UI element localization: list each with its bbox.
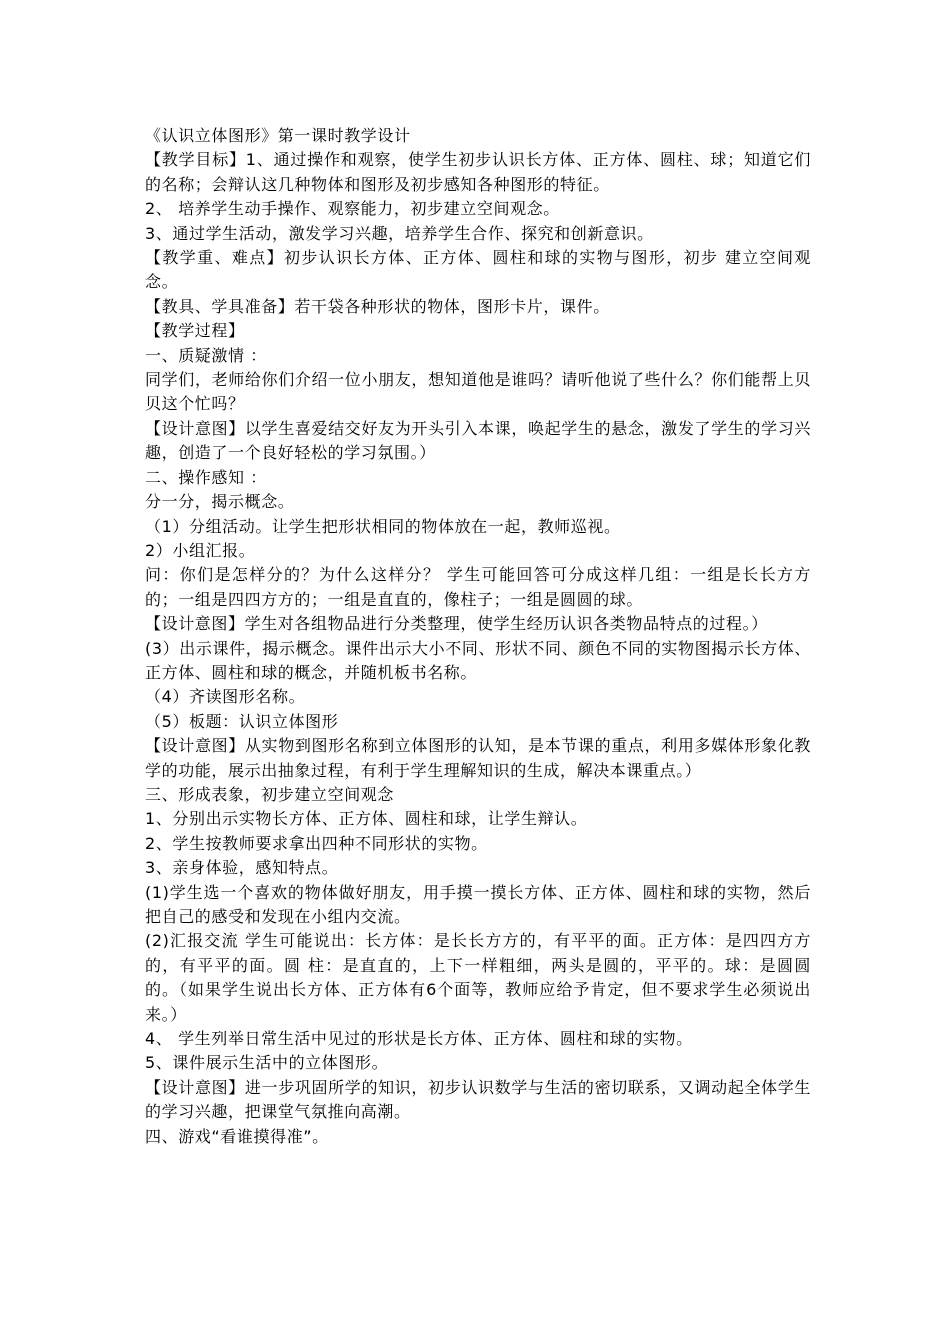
paragraph-item-4: 4、 学生列举日常生活中见过的形状是长方体、正方体、圆柱和球的实物。	[145, 1029, 693, 1049]
paragraph-item-1: 1、分别出示实物长方体、正方体、圆柱和球，让学生辩认。	[145, 809, 588, 829]
paragraph-item-5: 5、课件展示生活中的立体图形。	[145, 1053, 389, 1073]
paragraph-design-intent-1: 【设计意图】以学生喜爱结交好友为开头引入本课，唤起学生的悬念，激发了学生的学习兴趣，创造了一个良好轻松的学习氛围。）	[145, 418, 811, 463]
heading-section-3: 三、形成表象，初步建立空间观念	[145, 784, 395, 804]
paragraph-step-1: （1）分组活动。让学生把形状相同的物体放在一起，教师巡视。	[145, 516, 621, 536]
paragraph-step-3: (3）出示课件，揭示概念。课件出示大小不同、形状不同、颜色不同的实物图揭示长方体、正方体、圆柱和球的概念，并随机板书名称。	[145, 638, 811, 682]
document-body	[145, 124, 811, 1149]
paragraph-teaching-goals: 【教学目标】1、通过操作和观察，使学生初步认识长方体、正方体、圆柱、球；知道它们的名称；会辩认这几种物体和图形及初步感知各种图形的特征。	[145, 150, 811, 194]
paragraph-design-intent-4: 【设计意图】进一步巩固所学的知识，初步认识数学与生活的密切联系，又调动起全体学生的学习兴趣，把课堂气氛推向高潮。	[145, 1077, 811, 1122]
heading-section-4: 四、游戏“看谁摸得准”。	[145, 1126, 329, 1146]
paragraph-design-intent-3: 【设计意图】从实物到图形名称到立体图形的认知，是本节课的重点，利用多媒体形象化教学的功能，展示出抽象过程，有利于学生理解知识的生成，解决本课重点。）	[145, 736, 811, 780]
paragraph-step-2: 2）小组汇报。	[145, 540, 256, 560]
paragraph-intro: 同学们，老师给你们介绍一位小朋友，想知道他是谁吗？请听他说了些什么？你们能帮上贝贝这个忙吗？	[145, 370, 811, 414]
paragraph-sub-2: (2)汇报交流 学生可能说出：长方体：是长长方方的，有平平的面。正方体：是四四方方的，有平平的面。圆 柱：是直直的，上下一样粗细，两头是圆的，平平的。球：是圆圆的。（如果学生说出长方体、正方体有6个面等，教师应给予肯定，但不要求学生必须说出来。）	[145, 931, 811, 1024]
heading-section-1: 一、质疑激情 ：	[145, 345, 267, 365]
paragraph-sub-1: (1)学生选一个喜欢的物体做好朋友，用手摸一摸长方体、正方体、圆柱和球的实物，然后把自己的感受和发现在小组内交流。	[145, 882, 811, 926]
paragraph-goal-3: 3、通过学生活动，激发学习兴趣，培养学生合作、探究和创新意识。	[145, 223, 654, 243]
paragraph-design-intent-2: 【设计意图】学生对各组物品进行分类整理，使学生经历认识各类物品特点的过程。）	[145, 614, 768, 634]
paragraph-goal-2: 2、 培养学生动手操作、观察能力，初步建立空间观念。	[145, 199, 560, 219]
paragraph-question: 问：你们是怎样分的？为什么这样分？ 学生可能回答可分成这样几组：一组是长长方方的；一组是四四方方的；一组是直直的，像柱子；一组是圆圆的球。	[145, 565, 811, 609]
paragraph-item-3: 3、亲身体验，感知特点。	[145, 858, 339, 878]
paragraph-classify: 分一分，揭示概念。	[145, 492, 295, 512]
paragraph-item-2: 2、学生按教师要求拿出四种不同形状的实物。	[145, 833, 488, 853]
document-title: 《认识立体图形》第一课时教学设计	[145, 126, 411, 145]
heading-section-2: 二、操作感知 ：	[145, 467, 267, 487]
paragraph-materials: 【教具、学具准备】若干袋各种形状的物体，图形卡片，课件。	[145, 296, 610, 316]
paragraph-step-4: （4）齐读图形名称。	[145, 687, 306, 707]
heading-teaching-process: 【教学过程】	[145, 321, 245, 341]
paragraph-step-5: （5）板题：认识立体图形	[145, 711, 339, 731]
paragraph-key-points: 【教学重、难点】初步认识长方体、正方体、圆柱和球的实物与图形，初步 建立空间观念。	[145, 248, 811, 292]
